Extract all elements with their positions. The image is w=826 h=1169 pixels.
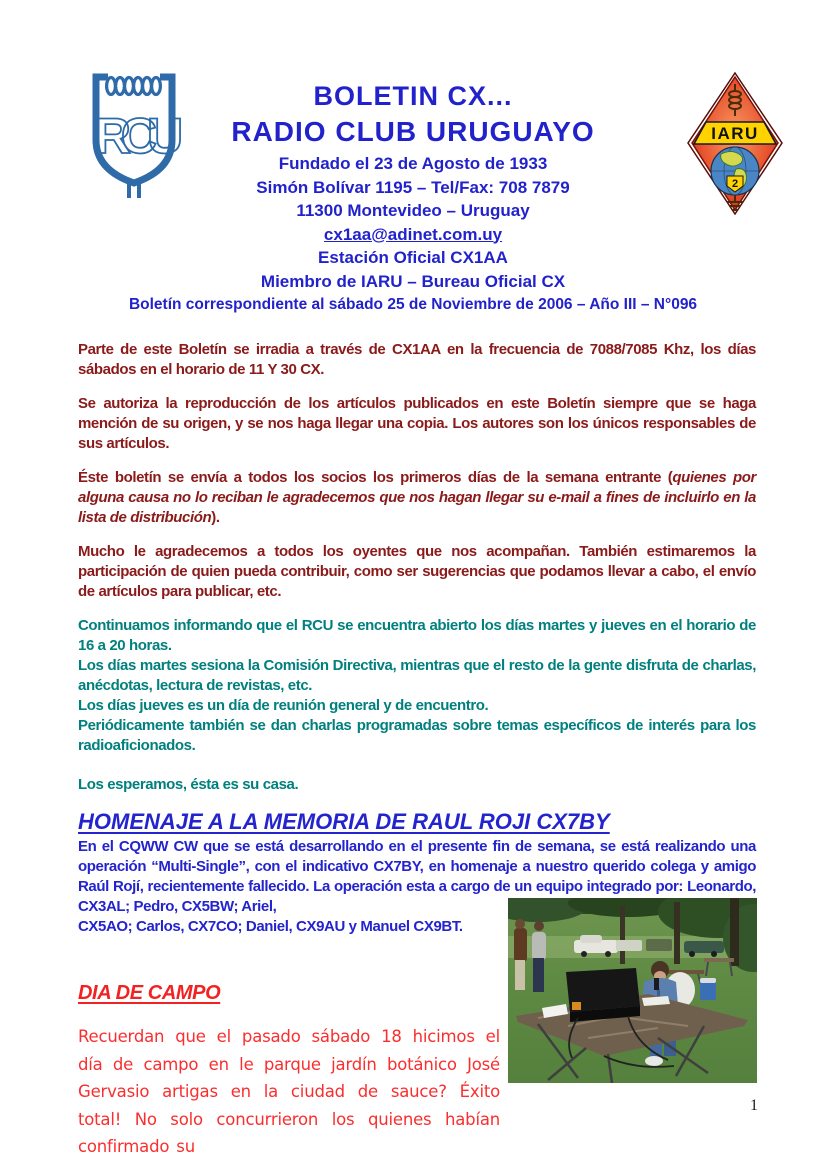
bulletin-title: BOLETIN CX...	[313, 81, 513, 111]
intro-paragraph-3-italic: quienes por alguna causa no lo reciban le agradecemos que nos hagan llegar su e-mail a fines de incluirlo en la lista de distribución	[78, 469, 756, 526]
membership-line: Miembro de IARU – Bureau Oficial CX	[260, 271, 566, 291]
rcu-logo-text: RCU	[94, 108, 174, 164]
iaru-logo-text: IARU	[711, 124, 759, 143]
dia-de-campo-body: Recuerdan que el pasado sábado 18 hicimos el día de campo en le parque jardín botánico José Gervasio artigas en la ciudad de sauce? Éxito total! No solo concurrieron los quienes habían confirmado su	[78, 1027, 500, 1156]
schedule-line: Los días martes sesiona la Comisión Directiva, mientras que el resto de la gente disfruta de charlas, anécdotas, lectura de revistas, etc.	[78, 657, 756, 694]
intro-paragraph-4: Mucho le agradecemos a todos los oyentes que nos acompañan. También estimaremos la participación de quien pueda contribuir, como ser sugerencias que podamos llevar a cabo, el envío de artículos para publicar, etc.	[78, 543, 756, 600]
city-line: 11300 Montevideo – Uruguay	[296, 201, 530, 220]
closing-line: Los esperamos, ésta es su casa.	[78, 776, 299, 793]
address-line: Simón Bolívar 1195 – Tel/Fax: 708 7879	[256, 177, 570, 197]
founded-line: Fundado el 23 de Agosto de 1933	[278, 154, 548, 173]
schedule-line: Los días jueves es un día de reunión general y de encuentro.	[78, 697, 489, 714]
station-line: Estación Oficial CX1AA	[318, 248, 508, 267]
dia-de-campo-heading: DIA DE CAMPO	[78, 982, 221, 1004]
intro-paragraph-3: Éste boletín se envía a todos los socios los primeros días de la semana entrante (quienes por alguna causa no lo reciban le agradecemos que nos hagan llegar su e-mail a fines de incluirlo en la lista de distribución).	[78, 469, 756, 526]
club-name: RADIO CLUB URUGUAYO	[231, 116, 595, 147]
schedule-line: Periódicamente también se dan charlas programadas sobre temas específicos de interés para los radioaficionados.	[78, 717, 756, 754]
field-day-photo	[508, 898, 757, 1083]
issue-line: Boletín correspondiente al sábado 25 de Noviembre de 2006 – Año III – N°096	[128, 296, 698, 313]
iaru-region-number: 2	[731, 178, 739, 190]
intro-paragraph-1: Parte de este Boletín se irradia a través de CX1AA en la frecuencia de 7088/7085 Khz, los días sábados en el horario de 11 Y 30 CX.	[78, 341, 756, 378]
masthead	[120, 80, 706, 316]
schedule-line: Continuamos informando que el RCU se encuentra abierto los días martes y jueves en el horario de 16 a 20 horas.	[78, 617, 756, 654]
homenaje-body-part2: CX5AO; Carlos, CX7CO; Daniel, CX9AU y Manuel CX9BT.	[78, 918, 463, 935]
page-number: 1	[750, 1097, 758, 1114]
email-link[interactable]: cx1aa@adinet.com.uy	[323, 224, 503, 244]
intro-paragraph-2: Se autoriza la reproducción de los artículos publicados en este Boletín siempre que se haga mención de su origen, y se nos haga llegar una copia. Los autores son los únicos responsables de sus artículos.	[78, 395, 756, 452]
homenaje-heading: HOMENAJE A LA MEMORIA DE RAUL ROJI CX7BY	[78, 809, 610, 834]
homenaje-body-part1: En el CQWW CW que se está desarrollando en el presente fin de semana, se está realizando una operación “Multi-Single”, con el indicativo CX7BY, en homenaje a nuestro querido colega y amigo Raúl Rojí, recientemente fallecido. La operación esta a cargo de un equipo integrado por: Leonardo, CX3AL; Pedro, CX5BW; Ariel,	[78, 838, 756, 915]
